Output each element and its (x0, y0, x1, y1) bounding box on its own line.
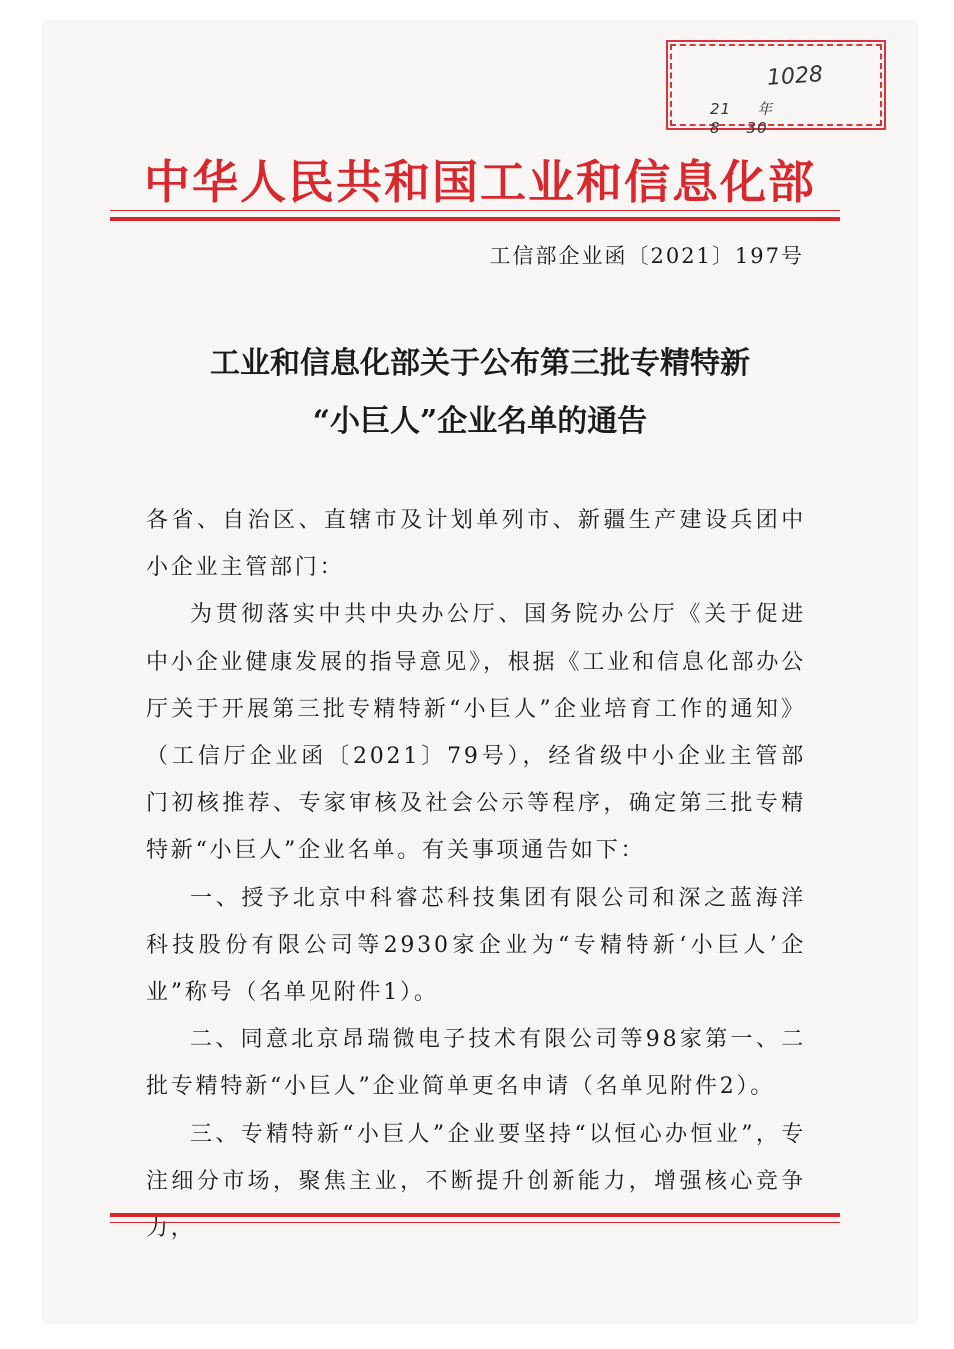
stamp-number: 1028 (766, 62, 824, 91)
footer-rule-thick (110, 1213, 840, 1217)
footer-rule-thin (110, 1222, 840, 1223)
title-line-1: 工业和信息化部关于公布第三批专精特新 (210, 346, 750, 381)
stamp-date (710, 98, 880, 137)
paragraph-item-3: 三、专精特新“小巨人”企业要坚持“以恒心办恒业”，专注细分市场，聚焦主业，不断提升创新能力，增强核心竞争力， (146, 1121, 806, 1242)
stamp-year: 21 (710, 100, 732, 118)
masthead-rule-thick (110, 217, 840, 221)
masthead: 中华人民共和国工业和信息化部 (144, 155, 816, 209)
body-text (146, 497, 806, 1252)
masthead-rule-thin (110, 210, 840, 211)
paragraph-item-2: 二、同意北京昂瑞微电子技术有限公司等98家第一、二批专精特新“小巨人”企业简单更名申请（名单见附件2）。 (146, 1027, 806, 1100)
receipt-stamp (670, 44, 882, 137)
paragraph-intro: 为贯彻落实中共中央办公厅、国务院办公厅《关于促进中小企业健康发展的指导意见》，根据《工业和信息化部办公厅关于开展第三批专精特新“小巨人”企业培育工作的通知》（工信厅企业函〔2021〕79号），经省级中小企业主管部门初核推荐、专家审核及社会公示等程序，确定第三批专精特新“小巨人”企业名单。有关事项通告如下： (146, 602, 806, 864)
paragraph-item-1: 一、授予北京中科睿芯科技集团有限公司和深之蓝海洋科技股份有限公司等2930家企业为“专精特新‘小巨人’企业”称号（名单见附件1）。 (146, 885, 806, 1006)
stamp-month: 8 (710, 119, 721, 137)
recipients: 各省、自治区、直辖市及计划单列市、新疆生产建设兵团中小企业主管部门： (146, 508, 806, 581)
stamp-day: 30 (746, 119, 768, 137)
stamp-year-unit: 年 (757, 100, 774, 118)
document-number: 工信部企业函〔2021〕197号 (489, 244, 804, 268)
title-line-2: “小巨人”企业名单的通告 (312, 404, 648, 439)
